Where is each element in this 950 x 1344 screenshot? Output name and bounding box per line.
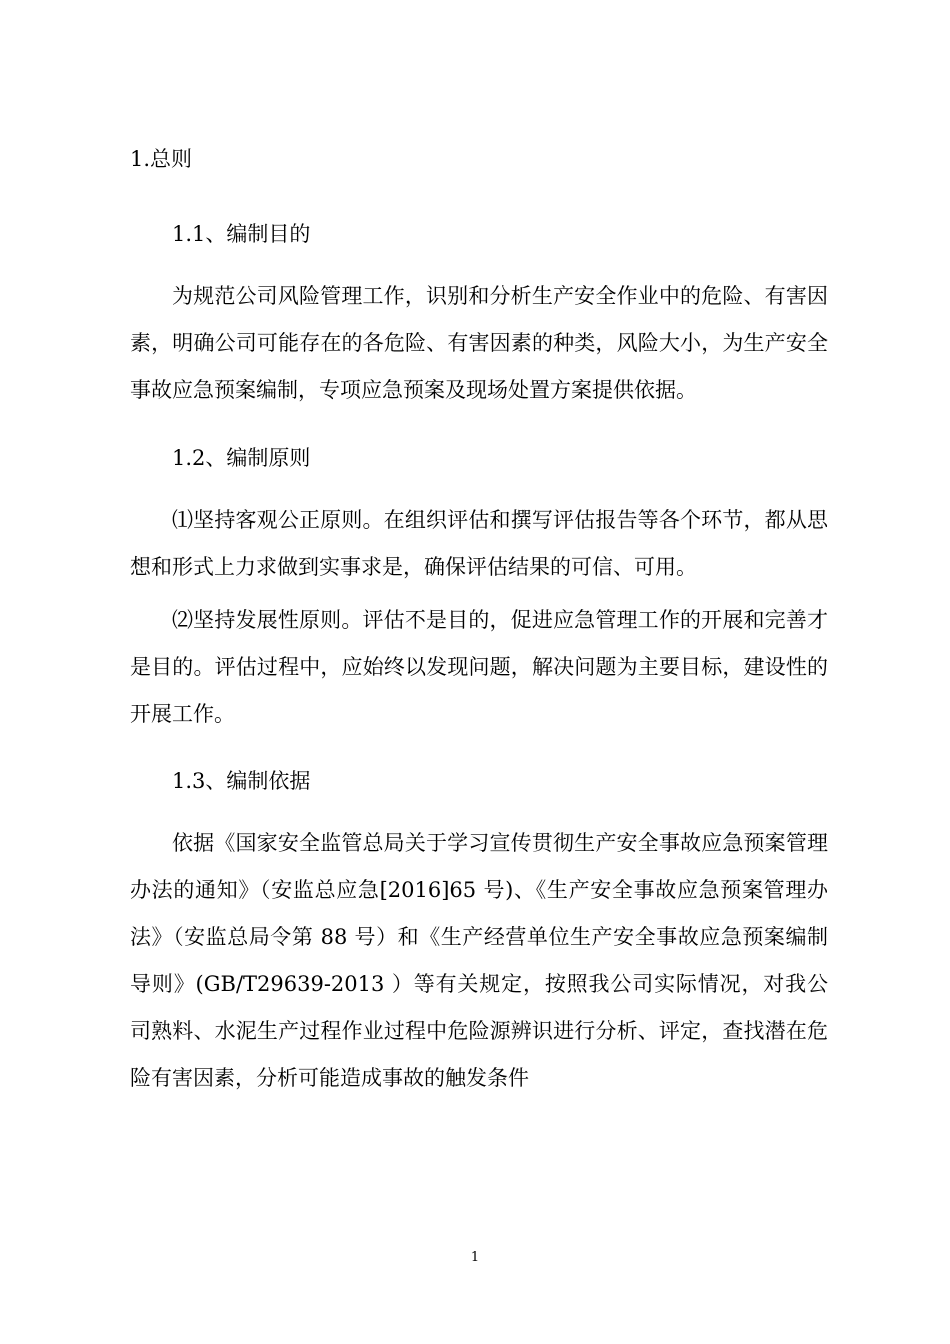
subsection-heading-principles: 1.2、编制原则 <box>172 446 311 470</box>
page-number: 1 <box>470 1250 480 1265</box>
paragraph-basis: 依据《国家安全监管总局关于学习宣传贯彻生产安全事故应急预案管理办法的通知》（安监总应急[2016]65 号)、《生产安全事故应急预案管理办法》（安监总局令第 88 号）和《生产经营单位生产安全事故应急预案编制导则》(GB/T29639-2013 ）等有关规定，按照我公司实际情况，对我公司熟料、水泥生产过程作业过程中危险源辨识进行分析、评定，查找潜在危险有害因素，分析可能造成事故的触发条件 <box>130 831 828 1090</box>
subsection-heading-purpose: 1.1、编制目的 <box>172 222 311 246</box>
paragraph-principle-1: ⑴坚持客观公正原则。在组织评估和撰写评估报告等各个环节，都从思想和形式上力求做到实事求是，确保评估结果的可信、可用。 <box>130 508 828 579</box>
paragraph-principle-2: ⑵坚持发展性原则。评估不是目的，促进应急管理工作的开展和完善才是目的。评估过程中，应始终以发现问题，解决问题为主要目标，建设性的开展工作。 <box>130 608 828 726</box>
paragraph-purpose: 为规范公司风险管理工作，识别和分析生产安全作业中的危险、有害因素，明确公司可能存在的各危险、有害因素的种类，风险大小，为生产安全事故应急预案编制，专项应急预案及现场处置方案提供依据。 <box>130 284 828 402</box>
subsection-heading-basis: 1.3、编制依据 <box>172 769 311 793</box>
section-title: 1.总则 <box>130 147 193 171</box>
